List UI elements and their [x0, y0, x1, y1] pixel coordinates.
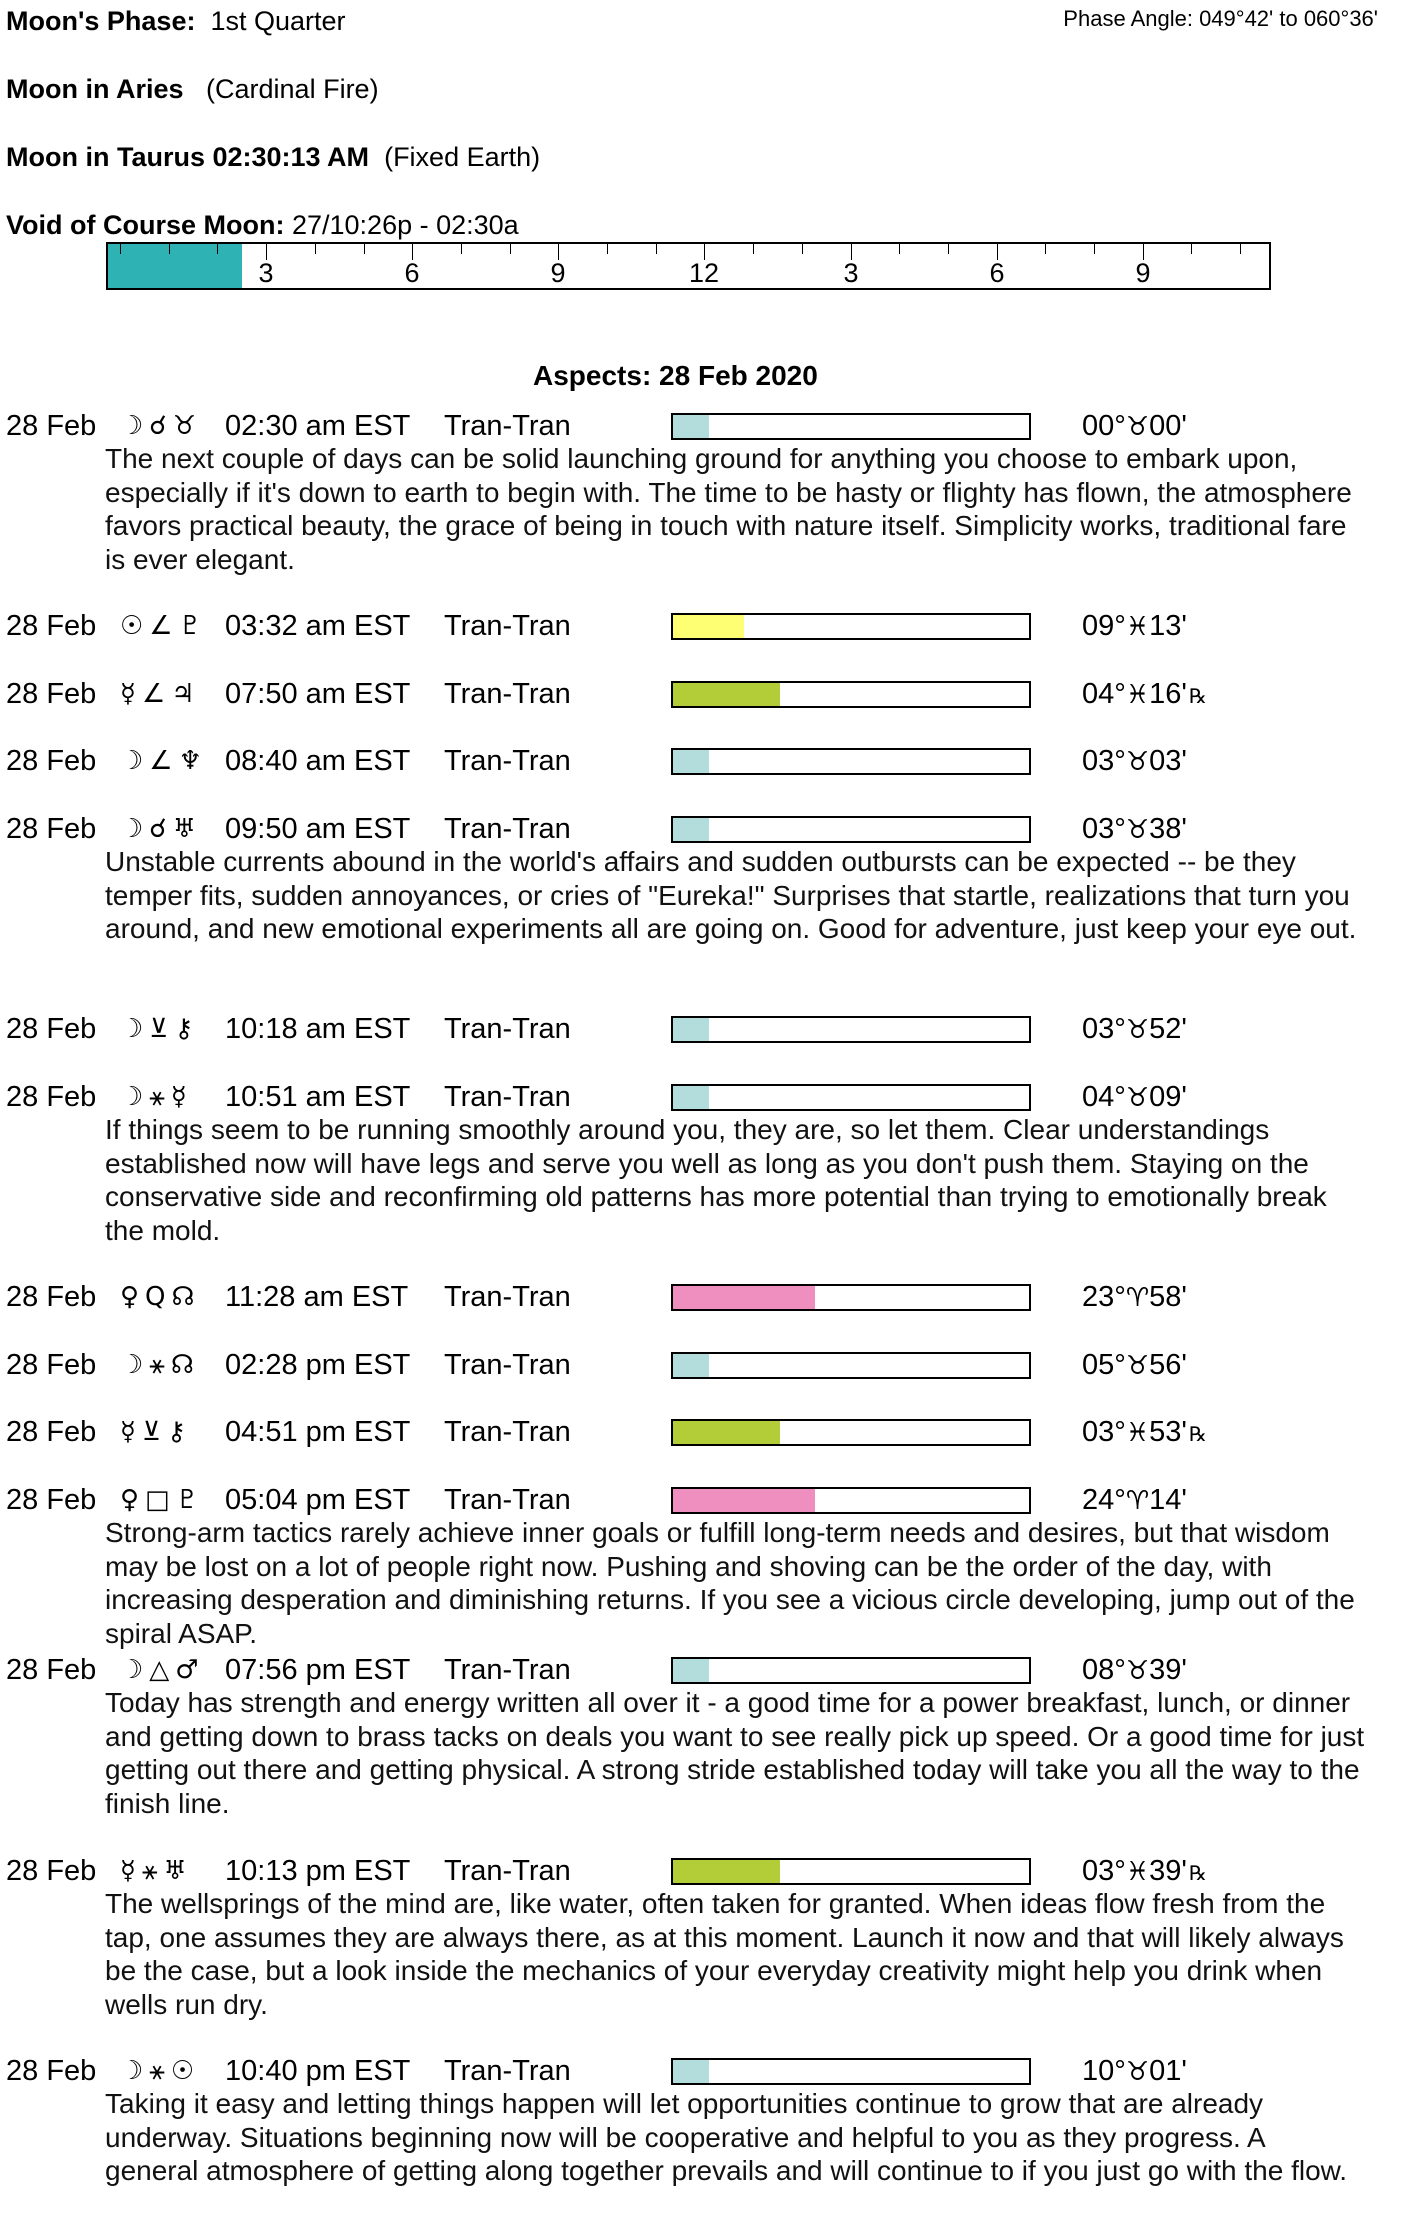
- zodiac-sign-icon: ♉: [1125, 1656, 1150, 1686]
- voc-tick: [315, 244, 316, 254]
- aspect-minutes: 53': [1149, 1416, 1187, 1448]
- aspect-kind: Tran-Tran: [444, 745, 571, 777]
- aspect-kind: Tran-Tran: [444, 813, 571, 845]
- aspect-degree: 03°: [1082, 813, 1126, 845]
- aspect-degree: 03°: [1082, 1013, 1126, 1045]
- aspect-strength-bar: [671, 613, 1031, 640]
- aspect-kind: Tran-Tran: [444, 1013, 571, 1045]
- moon-ingress-value: (Fixed Earth): [384, 142, 541, 172]
- aspects-title: Aspects: 28 Feb 2020: [533, 360, 818, 391]
- aspect-glyphs: ♀Q☊: [120, 1282, 201, 1312]
- aspect-position: [1082, 409, 1189, 445]
- voc-tick: [169, 244, 170, 254]
- aspect-minutes: 01': [1149, 2055, 1187, 2087]
- aspect-minutes: 39': [1149, 1654, 1187, 1686]
- voc-tick: [120, 244, 121, 254]
- aspect-time: 04:51 pm EST: [225, 1416, 411, 1448]
- voc-tick: [899, 244, 900, 254]
- aspect-strength-bar: [671, 816, 1031, 843]
- aspect-strength-bar: [671, 413, 1031, 440]
- voc-tick: [1094, 244, 1095, 254]
- aspect-date: 28 Feb: [6, 1013, 97, 1045]
- zodiac-sign-icon: ♉: [1125, 1015, 1150, 1045]
- voc-fill: [108, 244, 242, 288]
- aspect-time: 02:30 am EST: [225, 410, 411, 442]
- voc-tick: [1045, 244, 1046, 254]
- aspect-kind: Tran-Tran: [444, 2055, 571, 2087]
- aspect-degree: 05°: [1082, 1349, 1126, 1381]
- aspect-minutes: 09': [1149, 1081, 1187, 1113]
- aspect-date: 28 Feb: [6, 1855, 97, 1887]
- zodiac-sign-icon: ♉: [1125, 2057, 1150, 2087]
- aspect-time: 11:28 am EST: [225, 1281, 409, 1313]
- aspect-strength-bar: [671, 1419, 1031, 1446]
- moon-ingress-label: Moon in Taurus 02:30:13 AM: [6, 142, 370, 172]
- aspect-strength-fill: [673, 1860, 780, 1883]
- voc-tick-label: 12: [688, 258, 720, 288]
- aspect-time: 10:18 am EST: [225, 1013, 411, 1045]
- aspect-strength-fill: [673, 1086, 709, 1109]
- aspect-glyphs: ☽⚹☉: [120, 2056, 201, 2086]
- aspect-time: 10:51 am EST: [225, 1081, 411, 1113]
- aspect-minutes: 00': [1149, 410, 1187, 442]
- aspect-time: 08:40 am EST: [225, 745, 411, 777]
- aspect-position: [1082, 1348, 1189, 1384]
- voc-tick: [753, 244, 754, 254]
- zodiac-sign-icon: ♈: [1125, 1486, 1150, 1516]
- aspect-strength-fill: [673, 1489, 815, 1512]
- aspect-degree: 23°: [1082, 1281, 1126, 1313]
- aspect-position: [1082, 2054, 1189, 2090]
- aspect-degree: 10°: [1082, 2055, 1126, 2087]
- voc-tick: [364, 244, 365, 254]
- aspect-description: If things seem to be running smoothly around you, they are, so let them. Clear understandings established now will have legs and serve you well as long as you don't push them. Staying on the conservative side and reconfirming old patterns has more potential than trying to emotionally break the mold.: [105, 1114, 1327, 1246]
- aspect-degree: 03°: [1082, 1416, 1126, 1448]
- aspect-glyphs: ☽⚹☿: [120, 1082, 193, 1112]
- aspect-glyphs: ☽⚹☊: [120, 1350, 201, 1380]
- aspect-date: 28 Feb: [6, 1654, 97, 1686]
- aspect-strength-fill: [673, 683, 780, 706]
- voc-tick: [217, 244, 218, 254]
- retrograde-icon: ℞: [1188, 1422, 1207, 1446]
- aspect-strength-fill: [673, 615, 744, 638]
- moon-sign-label: Moon in Aries: [6, 74, 184, 104]
- aspect-date: 28 Feb: [6, 1484, 97, 1516]
- aspect-position: [1082, 677, 1207, 713]
- aspect-description: Unstable currents abound in the world's affairs and sudden outbursts can be expected -- be they temper fits, sudden annoyances, or cries of "Eureka!" Surprises that startle, realizations that turn you around, and new emotional experiments all are going on. Good for adventure, just keep your eye out.: [105, 846, 1357, 945]
- aspect-time: 07:50 am EST: [225, 678, 411, 710]
- aspect-kind: Tran-Tran: [444, 1081, 571, 1113]
- aspect-date: 28 Feb: [6, 410, 97, 442]
- phase-angle: Phase Angle: 049°42' to 060°36': [1063, 6, 1378, 31]
- aspect-strength-bar: [671, 1657, 1031, 1684]
- zodiac-sign-icon: ♉: [1125, 1351, 1150, 1381]
- voc-tick: [607, 244, 608, 254]
- zodiac-sign-icon: ♓: [1125, 1857, 1150, 1887]
- voc-tick: [510, 244, 511, 254]
- aspect-position: [1082, 1415, 1207, 1451]
- moon-phase-line: [6, 4, 346, 38]
- aspect-date: 28 Feb: [6, 1416, 97, 1448]
- aspect-strength-fill: [673, 1354, 709, 1377]
- aspect-degree: 03°: [1082, 1855, 1126, 1887]
- aspect-time: 05:04 pm EST: [225, 1484, 411, 1516]
- aspect-strength-fill: [673, 1286, 815, 1309]
- voc-tick: [1191, 244, 1192, 254]
- aspect-glyphs: ☿∠♃: [120, 679, 201, 709]
- aspect-strength-bar: [671, 2058, 1031, 2085]
- zodiac-sign-icon: ♓: [1125, 612, 1150, 642]
- moon-sign-value: (Cardinal Fire): [206, 74, 379, 104]
- voc-label: Void of Course Moon:: [6, 210, 285, 240]
- aspect-position: [1082, 812, 1189, 848]
- aspect-time: 02:28 pm EST: [225, 1349, 411, 1381]
- zodiac-sign-icon: ♓: [1125, 680, 1150, 710]
- aspect-strength-fill: [673, 818, 709, 841]
- zodiac-sign-icon: ♓: [1125, 1418, 1150, 1448]
- aspect-date: 28 Feb: [6, 1281, 97, 1313]
- aspect-kind: Tran-Tran: [444, 1416, 571, 1448]
- aspect-minutes: 03': [1149, 745, 1187, 777]
- aspect-date: 28 Feb: [6, 813, 97, 845]
- aspect-date: 28 Feb: [6, 1349, 97, 1381]
- aspect-time: 03:32 am EST: [225, 610, 411, 642]
- aspect-glyphs: ☽☌♅: [120, 814, 203, 844]
- aspect-strength-fill: [673, 750, 709, 773]
- voc-tick-label: 9: [550, 258, 566, 288]
- aspect-date: 28 Feb: [6, 610, 97, 642]
- voc-tick: [802, 244, 803, 254]
- aspect-time: 10:40 pm EST: [225, 2055, 411, 2087]
- voc-tick-label: 3: [258, 258, 274, 288]
- aspect-date: 28 Feb: [6, 745, 97, 777]
- aspect-minutes: 52': [1149, 1013, 1187, 1045]
- aspect-kind: Tran-Tran: [444, 1484, 571, 1516]
- aspect-description: The next couple of days can be solid launching ground for anything you choose to embark upon, especially if it's down to earth to begin with. The time to be hasty or flighty has flown, the atmosphere favors practical beauty, the grace of being in touch with nature itself. Simplicity works, traditional fare is ever elegant.: [105, 443, 1352, 575]
- aspect-minutes: 39': [1149, 1855, 1187, 1887]
- aspect-degree: 08°: [1082, 1654, 1126, 1686]
- aspect-position: [1082, 609, 1189, 645]
- moon-ingress-line: [6, 140, 540, 174]
- aspect-minutes: 16': [1149, 678, 1187, 710]
- voc-tick-label: 6: [404, 258, 420, 288]
- zodiac-sign-icon: ♈: [1125, 1283, 1150, 1313]
- aspect-glyphs: ☉∠♇: [120, 611, 208, 641]
- voc-tick-label: 6: [989, 258, 1005, 288]
- aspect-glyphs: ☽☌♉: [120, 411, 203, 441]
- aspect-strength-bar: [671, 1352, 1031, 1379]
- retrograde-icon: ℞: [1188, 1861, 1207, 1885]
- aspect-strength-fill: [673, 1659, 709, 1682]
- aspect-date: 28 Feb: [6, 678, 97, 710]
- aspect-minutes: 13': [1149, 610, 1187, 642]
- aspect-strength-fill: [673, 415, 709, 438]
- aspect-glyphs: ☿⚹♅: [120, 1856, 193, 1886]
- aspect-minutes: 56': [1149, 1349, 1187, 1381]
- aspect-position: [1082, 744, 1189, 780]
- aspect-date: 28 Feb: [6, 1081, 97, 1113]
- voc-tick-label: 3: [843, 258, 859, 288]
- aspect-position: [1082, 1012, 1189, 1048]
- aspect-degree: 00°: [1082, 410, 1126, 442]
- voc-tick: [1240, 244, 1241, 254]
- aspect-strength-fill: [673, 1421, 780, 1444]
- aspect-glyphs: ♀□♇: [120, 1485, 205, 1515]
- retrograde-icon: ℞: [1188, 684, 1207, 708]
- voc-tick: [656, 244, 657, 254]
- aspect-kind: Tran-Tran: [444, 1654, 571, 1686]
- aspect-kind: Tran-Tran: [444, 610, 571, 642]
- aspect-kind: Tran-Tran: [444, 1349, 571, 1381]
- aspect-strength-bar: [671, 681, 1031, 708]
- aspect-time: 09:50 am EST: [225, 813, 411, 845]
- aspect-description: The wellsprings of the mind are, like water, often taken for granted. When ideas flow fresh from the tap, one assumes they are always there, as at this moment. Launch it now and that will likely always be the case, but a look inside the mechanics of your everyday creativity might help you drink when wells run dry.: [105, 1888, 1344, 2020]
- voc-value: 27/10:26p - 02:30a: [291, 210, 519, 240]
- aspect-minutes: 38': [1149, 813, 1187, 845]
- aspect-position: [1082, 1483, 1189, 1519]
- aspect-strength-bar: [671, 1284, 1031, 1311]
- aspect-strength-fill: [673, 2060, 709, 2083]
- aspect-description: Strong-arm tactics rarely achieve inner goals or fulfill long-term needs and desires, but that wisdom may be lost on a lot of people right now. Pushing and shoving can be the order of the day, with increasing desperation and diminishing returns. If you see a vicious circle developing, jump out of the spiral ASAP.: [105, 1517, 1355, 1649]
- aspect-degree: 03°: [1082, 745, 1126, 777]
- voc-tick-label: 9: [1135, 258, 1151, 288]
- aspect-date: 28 Feb: [6, 2055, 97, 2087]
- aspect-minutes: 14': [1149, 1484, 1187, 1516]
- aspect-strength-bar: [671, 1858, 1031, 1885]
- aspect-kind: Tran-Tran: [444, 1281, 571, 1313]
- aspect-position: [1082, 1653, 1189, 1689]
- moon-phase-label: Moon's Phase:: [6, 6, 196, 36]
- aspect-kind: Tran-Tran: [444, 410, 571, 442]
- aspect-strength-fill: [673, 1018, 709, 1041]
- aspect-kind: Tran-Tran: [444, 678, 571, 710]
- voc-tick: [948, 244, 949, 254]
- voc-timeline-bar: [106, 242, 1271, 290]
- aspect-description: Taking it easy and letting things happen will let opportunities continue to grow that are already underway. Situations beginning now will be cooperative and helpful to you as they progress. A general atmosphere of getting along together prevails and will continue to if you just go with the flow.: [105, 2088, 1348, 2187]
- aspect-glyphs: ☽∠♆: [120, 746, 208, 776]
- aspect-strength-bar: [671, 1084, 1031, 1111]
- aspect-position: [1082, 1854, 1207, 1890]
- aspect-strength-bar: [671, 748, 1031, 775]
- aspect-time: 10:13 pm EST: [225, 1855, 411, 1887]
- zodiac-sign-icon: ♉: [1125, 1083, 1150, 1113]
- aspect-strength-bar: [671, 1487, 1031, 1514]
- zodiac-sign-icon: ♉: [1125, 747, 1150, 777]
- aspect-glyphs: ☽△♂: [120, 1655, 205, 1685]
- aspect-degree: 04°: [1082, 1081, 1126, 1113]
- voc-tick: [461, 244, 462, 254]
- aspect-strength-bar: [671, 1016, 1031, 1043]
- aspect-description: Today has strength and energy written all over it - a good time for a power breakfast, lunch, or dinner and getting down to brass tacks on deals you want to see really pick up speed. Or a good time for just getting out there and getting physical. A strong stride established today will take you all the way to the finish line.: [105, 1687, 1365, 1819]
- aspect-glyphs: ☽⊻⚷: [120, 1014, 200, 1044]
- aspect-position: [1082, 1080, 1189, 1116]
- zodiac-sign-icon: ♉: [1125, 412, 1150, 442]
- aspect-glyphs: ☿⊻⚷: [120, 1417, 193, 1447]
- aspect-degree: 04°: [1082, 678, 1126, 710]
- aspect-minutes: 58': [1149, 1281, 1187, 1313]
- aspect-kind: Tran-Tran: [444, 1855, 571, 1887]
- voc-line: [6, 208, 519, 242]
- moon-sign-line: [6, 72, 379, 106]
- aspect-time: 07:56 pm EST: [225, 1654, 411, 1686]
- aspect-degree: 24°: [1082, 1484, 1126, 1516]
- aspect-degree: 09°: [1082, 610, 1126, 642]
- zodiac-sign-icon: ♉: [1125, 815, 1150, 845]
- moon-phase-value: 1st Quarter: [210, 6, 346, 36]
- aspect-position: [1082, 1280, 1189, 1316]
